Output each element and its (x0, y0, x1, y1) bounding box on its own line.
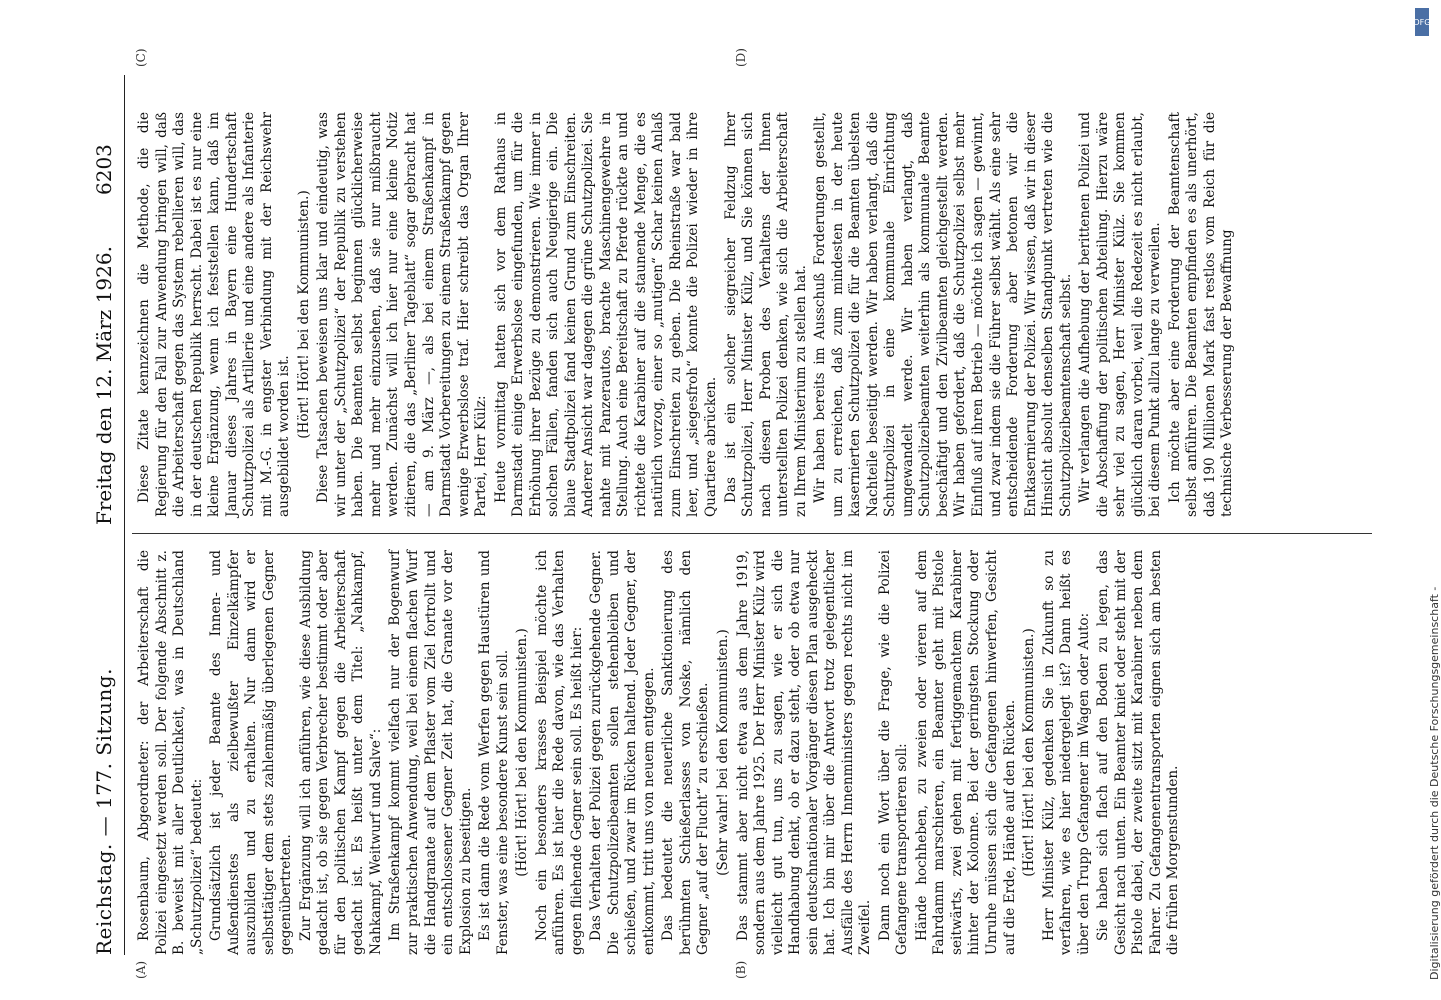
paragraph: Das bedeutet die neuerliche Sanktionierung des berühmten Schießerlasses von Noske, nämlich den Gegner „auf der Flucht“ zu erschießen. (660, 550, 712, 955)
text-column-right (136, 112, 1239, 517)
paragraph: (Hört! Hört! bei den Kommunisten.) (514, 628, 531, 877)
paragraph: (Sehr wahr! bei den Kommunisten.) (715, 629, 731, 876)
digitization-credit: Digitalisierung gefördert durch die Deutsche Forschungsgemeinschaft - (1428, 586, 1441, 980)
paragraph: Heute vormittag hatten sich vor dem Rathaus in Darmstadt einige Erwerbslose eingefunden, um für die Erhöhung ihrer Bezüge zu demonstrieren. Wie immer in solchen Fällen, fanden sich auch Neugierige ein. Die blaue Stadtpolizei fand keinen Grund zum Einschreiten. Anderer Ansicht war dagegen die grüne Schutzpolizei. Sie nahte mit Panzerautos, brachte Maschinengewehre in Stellung. Auch eine Bereitschaft zu Pferde rückte an und richtete die Karabiner auf die staunende Menge, die es natürlich vorzog, einer so „mutigen“ Schar keinen Anlaß zum Einschreiten zu geben. Die Rheinstraße war bald leer, und „siegesfroh“ konnte die Polizei wieder in ihre Quartiere abrücken. (492, 112, 719, 517)
paragraph: Diese Tatsachen beweisen uns klar und eindeutig, was wir unter der „Schutzpolizei“ der Republik zu verstehen haben. Die Beamten selbst beginnen glücklicherweise mehr und mehr einzusehen, daß sie nur mißbraucht werden. Zunächst will ich hier nur eine kleine Notiz zitieren, die das „Berliner Tageblatt“ sogar gebracht hat — am 9. März —, als bei einem Straßenkampf in Darmstadt Vorbereitungen zu einem Straßenkampf gegen wenige Erwerbslose traf. Hier schreibt das Organ Ihrer Partei, Herr Külz: (315, 112, 490, 517)
paragraph: Das stammt aber nicht etwa aus dem Jahre 1919, sondern aus dem Jahre 1925. Der Herr Minister Külz wird vielleicht gut tun, uns zu sagen, wie er sich die Handhabung denkt, ob er dazu steht, oder ob etwa nur sein deutschnationaler Vorgänger diesen Plan ausgeheckt hat. Ich bin mir über die Antwort trotz gelegentlicher Ausfälle des Herrn Innenministers gegen rechts nicht im Zweifel. (734, 550, 874, 955)
paragraph: Zur Ergänzung will ich anführen, wie diese Ausbildung gedacht ist, ob sie gegen Verbrecher bestimmt oder aber für den politischen Kampf gegen die Arbeiterschaft gedacht ist. Es heißt unter dem Titel: „Nahkampf, Nahkampf, Weitwurf und Salve“: (297, 550, 384, 955)
paragraph: Dann noch ein Wort über die Frage, wie die Polizei Gefangene transportieren soll: (876, 550, 911, 955)
paragraph: Sie haben sich flach auf den Boden zu legen, das Gesicht nach unten. Ein Beamter kniet oder steht mit der Pistole dabei, der zweite sitzt mit Karabiner neben dem Fahrer. Zu Gefangenentransporten eignen sich am besten die frühen Morgenstunden. (1095, 550, 1182, 955)
dfg-logo: DFG (1415, 8, 1429, 36)
paragraph: Wir haben bereits im Ausschuß Forderungen gestellt, um zu erreichen, daß zum mindesten in der heute kasernierten Schutzpolizei die für die Beamten übelsten Nachteile beseitigt werden. Wir haben verlangt, daß die Schutzpolizei in eine kommunale Einrichtung umgewandelt werde. Wir haben verlangt, daß Schutzpolizeibeamten weiterhin als kommunale Beamte beschäftigt und den Zivilbeamten gleichgestellt werden. Wir haben gefordert, daß die Schutzpolizei selbst mehr Einfluß auf ihren Betrieb — möchte ich sagen — gewinnt, und zwar indem sie die Führer selbst wählt. Als eine sehr entscheidende Forderung aber betonen wir die Entkasernierung der Polizei. Wir wissen, daß wir in dieser Hinsicht absolut denselben Standpunkt vertreten wie die Schutzpolizeibeamtenschaft selbst. (812, 112, 1074, 517)
page-number: 6203 (92, 144, 116, 195)
paragraph: Im Straßenkampf kommt vielfach nur der Bogenwurf zur praktischen Anwendung, weil bei einem flachen Wurf die Handgranate auf dem Pflaster vom Ziel fortrollt und ein entschlossener Gegner Zeit hat, die Granate vor der Explosion zu beseitigen. (387, 550, 474, 955)
paragraph: Grundsätzlich ist jeder Beamte des Innen- und Außendienstes als zielbewußter Einzelkämpfer auszubilden und zu erhalten. Nur dann wird er selbsttätiger dem stets zahlenmäßig überlegenen Gegner gegenübertreten. (208, 550, 295, 955)
margin-marker-a: (A) (134, 960, 148, 979)
paragraph: Noch ein besonders krasses Beispiel möchte ich anführen. Es ist hier die Rede davon, wie das Verhalten gegen fliehende Gegner sein soll. Es heißt hier: (533, 550, 585, 955)
paragraph: Diese Zitate kennzeichnen die Methode, die die Regierung für den Fall zur Anwendung bringen will, daß die Arbeiterschaft gegen das System rebellieren will, das in der deutschen Republik herrscht. Dabei ist es nur eine kleine Ergänzung, wenn ich feststellen kann, daß im Januar dieses Jahres in Bayern eine Hundertschaft Schutzpolizei als Artillerie und eine andere als Infanterie mit M.-G. in engster Verbindung mit der Reichswehr ausgebildet worden ist. (136, 112, 293, 517)
paragraph: Herr Minister Külz, gedenken Sie in Zukunft so zu verfahren, wie es hier niedergelegt ist? Dann heißt es über den Trupp Gefangener im Wagen oder Auto: (1040, 550, 1092, 955)
paragraph: Das ist ein solcher siegreicher Feldzug Ihrer Schutzpolizei, Herr Minister Külz, und Sie können sich nach diesen Proben des Verhaltens der Ihnen unterstellten Polizei denken, wie sich die Arbeiterschaft zu Ihrem Ministerium zu stellen hat. (722, 112, 809, 517)
paragraph: Wir verlangen die Aufhebung der berittenen Polizei und die Abschaffung der politischen Abteilung. Hierzu wäre sehr viel zu sagen, Herr Minister Külz. Sie kommen glücklich daran vorbei, weil die Redezeit es nicht erlaubt, bei diesem Punkt allzu lange zu verweilen. (1077, 112, 1164, 517)
paragraph: Hände hochheben, zu zweien oder vieren auf dem Fahrdamm marschieren, ein Beamter geht mit Pistole seitwärts, zwei gehen mit fertiggemachtem Karabiner hinter der Kolonne. Bei der geringsten Stockung oder Unruhe müssen sich die Gefangenen hinwerfen, Gesicht auf die Erde, Hände auf den Rücken. (913, 550, 1018, 955)
header-session: Reichstag. — 177. Sitzung. (92, 668, 116, 955)
text-column-left (136, 550, 1185, 955)
paragraph: (Hört! Hört! bei den Kommunisten.) (295, 190, 312, 439)
paragraph: Rosenbaum, Abgeordneter: der Arbeiterschaft die Polizei eingesetzt werden soll. Der folgende Abschnitt z. B. beweist mit aller Deutlichkeit, was in Deutschland „Schutzpolizei“ bedeutet: (136, 550, 205, 955)
paragraph: Das Verhalten der Polizei gegen zurückgehende Gegner. Die Schutzpolizeibeamten sollen stehenbleiben und schießen, und zwar im Rücken haltend. Jeder Gegner, der entkommt, tritt uns von neuem entgegen. (588, 550, 657, 955)
paragraph: Es ist dann die Rede vom Werfen gegen Haustüren und Fenster, was eine besondere Kunst sein soll. (477, 550, 511, 955)
column-divider (132, 533, 1372, 534)
page-header (84, 75, 125, 955)
margin-marker-d: (D) (734, 48, 748, 67)
header-date: Freitag den 12. März 1926. (92, 246, 116, 525)
paragraph: Ich möchte aber eine Forderung der Beamtenschaft selbst anführen. Die Beamten empfinden es als unerhört, daß 190 Millionen Mark fast restlos vom Reich für die technische Verbesserung der Bewaffnung (1166, 112, 1236, 517)
document-page (84, 48, 1384, 979)
margin-marker-b: (B) (734, 960, 748, 979)
paragraph: (Hört! Hört! bei den Kommunisten.) (1021, 628, 1038, 877)
margin-marker-c: (C) (134, 48, 148, 67)
